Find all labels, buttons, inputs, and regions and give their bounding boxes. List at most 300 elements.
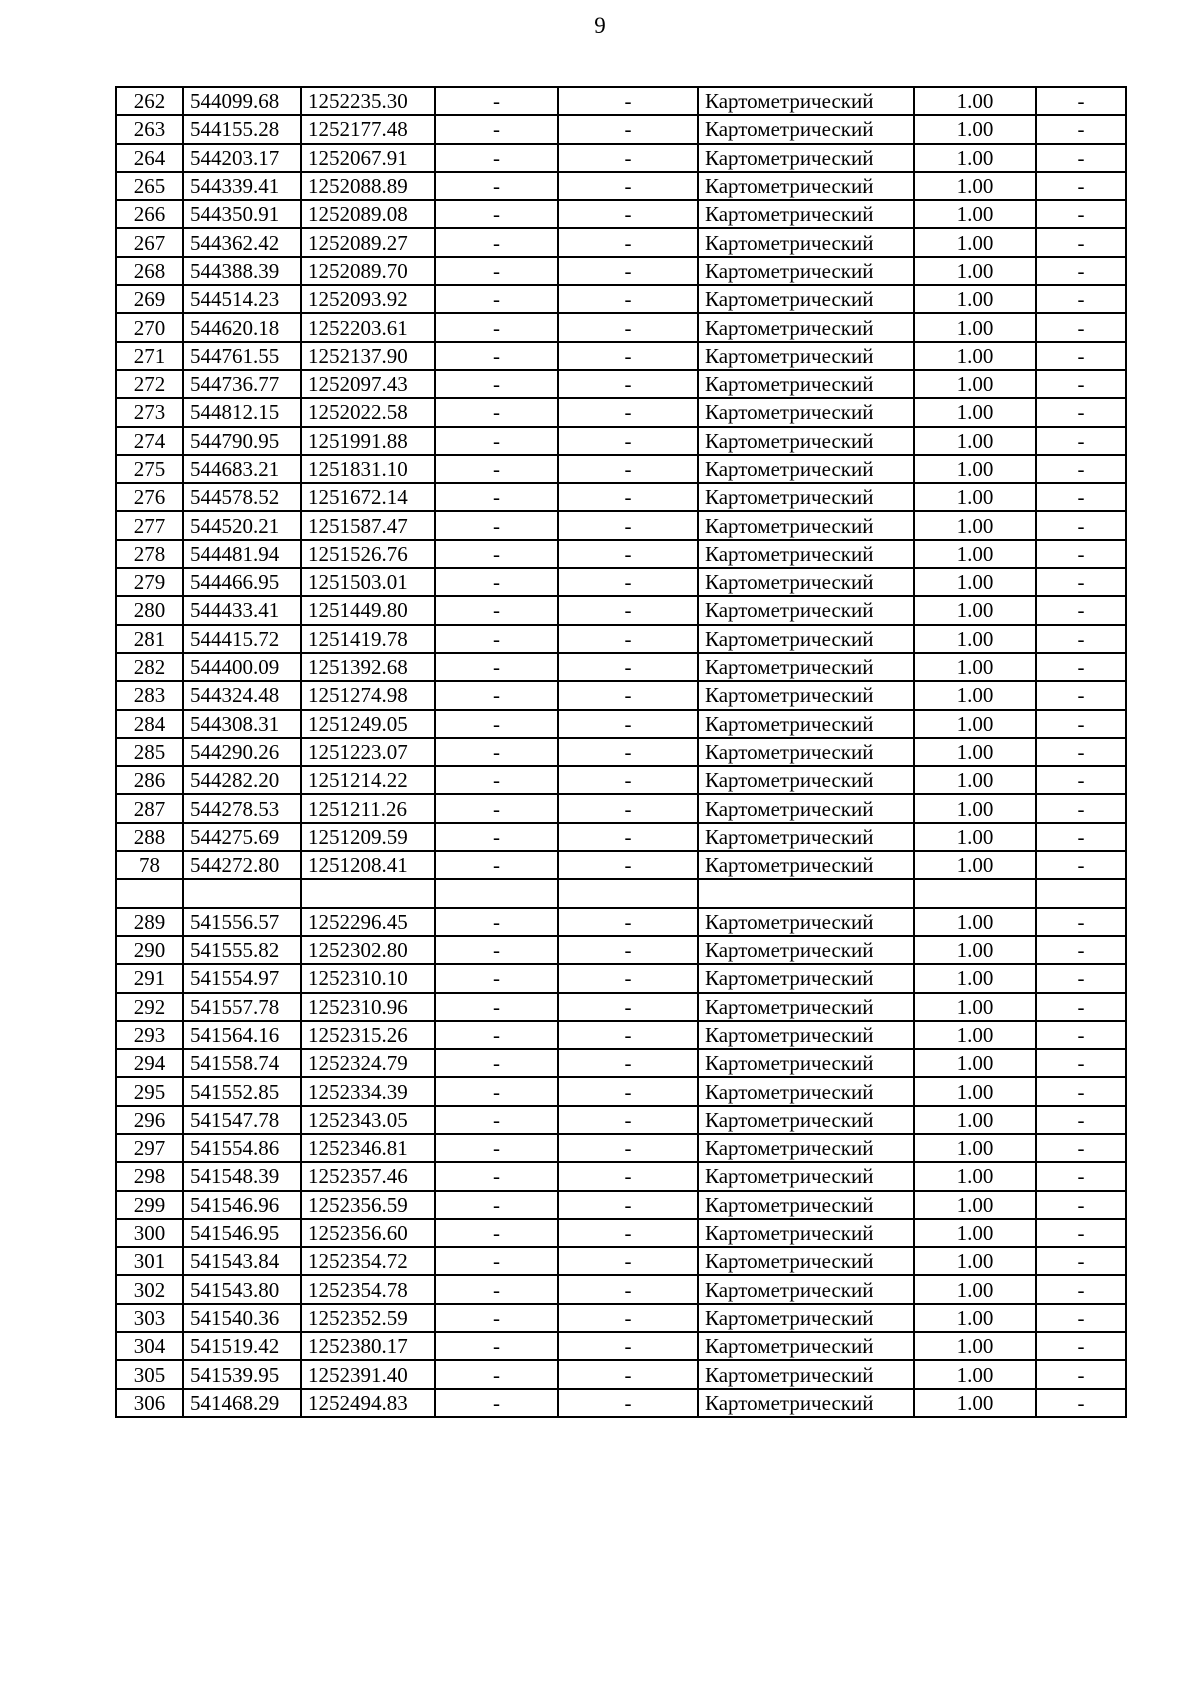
method-cell: Картометрический xyxy=(698,851,914,879)
table-row xyxy=(116,455,1126,483)
page-number: 9 xyxy=(594,13,606,38)
point-number-cell: 284 xyxy=(116,710,183,738)
point-number-cell: 305 xyxy=(116,1360,183,1388)
dash-cell: - xyxy=(1036,908,1126,936)
accuracy-cell: 1.00 xyxy=(914,908,1036,936)
table-row xyxy=(116,1106,1126,1134)
point-number-cell: 279 xyxy=(116,568,183,596)
accuracy-cell: 1.00 xyxy=(914,313,1036,341)
accuracy-cell: 1.00 xyxy=(914,200,1036,228)
dash-cell: - xyxy=(558,823,698,851)
accuracy-cell: 1.00 xyxy=(914,993,1036,1021)
y-coordinate-cell: 1251249.05 xyxy=(301,710,435,738)
table-row xyxy=(116,257,1126,285)
dash-cell xyxy=(558,879,698,907)
dash-cell: - xyxy=(558,1049,698,1077)
point-number-cell: 301 xyxy=(116,1247,183,1275)
dash-cell: - xyxy=(558,964,698,992)
table-row xyxy=(116,87,1126,115)
y-coordinate-cell: 1252203.61 xyxy=(301,313,435,341)
dash-cell: - xyxy=(558,794,698,822)
accuracy-cell: 1.00 xyxy=(914,1077,1036,1105)
method-cell: Картометрический xyxy=(698,1049,914,1077)
dash-cell: - xyxy=(558,596,698,624)
dash-cell: - xyxy=(558,653,698,681)
accuracy-cell: 1.00 xyxy=(914,738,1036,766)
table-row xyxy=(116,1021,1126,1049)
dash-cell: - xyxy=(435,625,558,653)
dash-cell: - xyxy=(1036,1021,1126,1049)
dash-cell: - xyxy=(435,200,558,228)
dash-cell: - xyxy=(1036,1191,1126,1219)
accuracy-cell: 1.00 xyxy=(914,172,1036,200)
method-cell: Картометрический xyxy=(698,766,914,794)
dash-cell: - xyxy=(558,766,698,794)
x-coordinate-cell: 544350.91 xyxy=(183,200,301,228)
x-coordinate-cell: 541554.86 xyxy=(183,1134,301,1162)
accuracy-cell: 1.00 xyxy=(914,823,1036,851)
point-number-cell: 271 xyxy=(116,342,183,370)
accuracy-cell: 1.00 xyxy=(914,1219,1036,1247)
x-coordinate-cell: 544578.52 xyxy=(183,483,301,511)
dash-cell: - xyxy=(435,1304,558,1332)
dash-cell: - xyxy=(558,738,698,766)
method-cell: Картометрический xyxy=(698,568,914,596)
dash-cell: - xyxy=(435,1219,558,1247)
dash-cell: - xyxy=(1036,87,1126,115)
dash-cell: - xyxy=(1036,1049,1126,1077)
accuracy-cell: 1.00 xyxy=(914,483,1036,511)
method-cell: Картометрический xyxy=(698,200,914,228)
method-cell: Картометрический xyxy=(698,1275,914,1303)
dash-cell: - xyxy=(435,398,558,426)
dash-cell: - xyxy=(558,540,698,568)
dash-cell: - xyxy=(1036,455,1126,483)
method-cell: Картометрический xyxy=(698,936,914,964)
y-coordinate-cell: 1251503.01 xyxy=(301,568,435,596)
method-cell: Картометрический xyxy=(698,144,914,172)
method-cell: Картометрический xyxy=(698,370,914,398)
dash-cell: - xyxy=(558,398,698,426)
dash-cell: - xyxy=(558,483,698,511)
dash-cell: - xyxy=(1036,115,1126,143)
point-number-cell: 266 xyxy=(116,200,183,228)
accuracy-cell: 1.00 xyxy=(914,1191,1036,1219)
dash-cell: - xyxy=(558,200,698,228)
dash-cell: - xyxy=(1036,342,1126,370)
y-coordinate-cell: 1252089.08 xyxy=(301,200,435,228)
y-coordinate-cell: 1252067.91 xyxy=(301,144,435,172)
point-number-cell: 295 xyxy=(116,1077,183,1105)
method-cell: Картометрический xyxy=(698,285,914,313)
dash-cell: - xyxy=(1036,200,1126,228)
method-cell: Картометрический xyxy=(698,1106,914,1134)
y-coordinate-cell: 1252097.43 xyxy=(301,370,435,398)
table-row xyxy=(116,993,1126,1021)
x-coordinate-cell: 541539.95 xyxy=(183,1360,301,1388)
x-coordinate-cell: 544481.94 xyxy=(183,540,301,568)
table-row xyxy=(116,1162,1126,1190)
x-coordinate-cell: 544272.80 xyxy=(183,851,301,879)
method-cell: Картометрический xyxy=(698,172,914,200)
dash-cell: - xyxy=(558,1304,698,1332)
dash-cell: - xyxy=(558,228,698,256)
method-cell: Картометрический xyxy=(698,87,914,115)
accuracy-cell: 1.00 xyxy=(914,766,1036,794)
point-number-cell: 285 xyxy=(116,738,183,766)
dash-cell: - xyxy=(1036,568,1126,596)
x-coordinate-cell: 541564.16 xyxy=(183,1021,301,1049)
method-cell: Картометрический xyxy=(698,1219,914,1247)
dash-cell: - xyxy=(435,228,558,256)
dash-cell: - xyxy=(1036,370,1126,398)
x-coordinate-cell: 544339.41 xyxy=(183,172,301,200)
dash-cell: - xyxy=(435,370,558,398)
y-coordinate-cell: 1252391.40 xyxy=(301,1360,435,1388)
method-cell: Картометрический xyxy=(698,653,914,681)
dash-cell: - xyxy=(1036,540,1126,568)
table-row xyxy=(116,285,1126,313)
method-cell: Картометрический xyxy=(698,1360,914,1388)
x-coordinate-cell: 541557.78 xyxy=(183,993,301,1021)
table-row xyxy=(116,1247,1126,1275)
x-coordinate-cell: 544282.20 xyxy=(183,766,301,794)
dash-cell: - xyxy=(1036,1360,1126,1388)
accuracy-cell: 1.00 xyxy=(914,1304,1036,1332)
point-number-cell: 277 xyxy=(116,511,183,539)
point-number-cell: 286 xyxy=(116,766,183,794)
table-row xyxy=(116,1304,1126,1332)
dash-cell: - xyxy=(435,313,558,341)
method-cell: Картометрический xyxy=(698,1389,914,1417)
point-number-cell: 269 xyxy=(116,285,183,313)
table-row xyxy=(116,115,1126,143)
x-coordinate-cell: 544362.42 xyxy=(183,228,301,256)
accuracy-cell: 1.00 xyxy=(914,936,1036,964)
dash-cell: - xyxy=(558,851,698,879)
dash-cell: - xyxy=(558,1106,698,1134)
dash-cell: - xyxy=(1036,228,1126,256)
x-coordinate-cell: 544324.48 xyxy=(183,681,301,709)
table-row xyxy=(116,1134,1126,1162)
x-coordinate-cell: 541554.97 xyxy=(183,964,301,992)
y-coordinate-cell: 1252354.72 xyxy=(301,1247,435,1275)
dash-cell: - xyxy=(435,1021,558,1049)
dash-cell: - xyxy=(558,681,698,709)
point-number-cell: 288 xyxy=(116,823,183,851)
y-coordinate-cell: 1252380.17 xyxy=(301,1332,435,1360)
table-row xyxy=(116,653,1126,681)
point-number-cell: 283 xyxy=(116,681,183,709)
x-coordinate-cell: 544155.28 xyxy=(183,115,301,143)
dash-cell: - xyxy=(435,172,558,200)
dash-cell: - xyxy=(558,370,698,398)
point-number-cell: 280 xyxy=(116,596,183,624)
dash-cell: - xyxy=(1036,483,1126,511)
dash-cell: - xyxy=(558,172,698,200)
dash-cell: - xyxy=(1036,596,1126,624)
y-coordinate-cell: 1251419.78 xyxy=(301,625,435,653)
dash-cell: - xyxy=(558,1134,698,1162)
dash-cell: - xyxy=(435,710,558,738)
x-coordinate-cell: 544415.72 xyxy=(183,625,301,653)
x-coordinate-cell: 541543.80 xyxy=(183,1275,301,1303)
y-coordinate-cell: 1252315.26 xyxy=(301,1021,435,1049)
dash-cell: - xyxy=(435,1360,558,1388)
dash-cell: - xyxy=(1036,511,1126,539)
x-coordinate-cell: 544736.77 xyxy=(183,370,301,398)
method-cell: Картометрический xyxy=(698,794,914,822)
x-coordinate-cell: 541540.36 xyxy=(183,1304,301,1332)
y-coordinate-cell: 1252088.89 xyxy=(301,172,435,200)
dash-cell: - xyxy=(1036,766,1126,794)
accuracy-cell: 1.00 xyxy=(914,87,1036,115)
x-coordinate-cell: 541548.39 xyxy=(183,1162,301,1190)
x-coordinate-cell: 541468.29 xyxy=(183,1389,301,1417)
method-cell: Картометрический xyxy=(698,115,914,143)
accuracy-cell: 1.00 xyxy=(914,964,1036,992)
method-cell: Картометрический xyxy=(698,511,914,539)
method-cell: Картометрический xyxy=(698,823,914,851)
x-coordinate-cell: 544203.17 xyxy=(183,144,301,172)
y-coordinate-cell: 1252089.70 xyxy=(301,257,435,285)
dash-cell: - xyxy=(1036,1106,1126,1134)
dash-cell: - xyxy=(435,964,558,992)
dash-cell: - xyxy=(435,115,558,143)
method-cell: Картометрический xyxy=(698,1247,914,1275)
x-coordinate-cell: 544290.26 xyxy=(183,738,301,766)
dash-cell: - xyxy=(1036,681,1126,709)
y-coordinate-cell: 1252296.45 xyxy=(301,908,435,936)
dash-cell: - xyxy=(558,908,698,936)
method-cell: Картометрический xyxy=(698,1134,914,1162)
accuracy-cell: 1.00 xyxy=(914,1247,1036,1275)
coordinates-table-body xyxy=(116,87,1126,1417)
method-cell: Картометрический xyxy=(698,540,914,568)
dash-cell: - xyxy=(1036,1304,1126,1332)
accuracy-cell: 1.00 xyxy=(914,851,1036,879)
dash-cell: - xyxy=(435,1077,558,1105)
table-row xyxy=(116,172,1126,200)
method-cell: Картометрический xyxy=(698,710,914,738)
point-number-cell: 276 xyxy=(116,483,183,511)
point-number-cell: 281 xyxy=(116,625,183,653)
y-coordinate-cell: 1251831.10 xyxy=(301,455,435,483)
method-cell: Картометрический xyxy=(698,964,914,992)
x-coordinate-cell: 544278.53 xyxy=(183,794,301,822)
method-cell: Картометрический xyxy=(698,625,914,653)
dash-cell: - xyxy=(435,851,558,879)
table-row xyxy=(116,823,1126,851)
table-row xyxy=(116,200,1126,228)
method-cell: Картометрический xyxy=(698,1162,914,1190)
table-row xyxy=(116,1332,1126,1360)
point-number-cell: 287 xyxy=(116,794,183,822)
method-cell: Картометрический xyxy=(698,1021,914,1049)
y-coordinate-cell: 1252324.79 xyxy=(301,1049,435,1077)
dash-cell: - xyxy=(1036,1219,1126,1247)
accuracy-cell: 1.00 xyxy=(914,1106,1036,1134)
method-cell: Картометрический xyxy=(698,908,914,936)
table-row xyxy=(116,879,1126,907)
point-number-cell: 270 xyxy=(116,313,183,341)
point-number-cell: 299 xyxy=(116,1191,183,1219)
dash-cell: - xyxy=(558,568,698,596)
y-coordinate-cell: 1251449.80 xyxy=(301,596,435,624)
x-coordinate-cell: 544308.31 xyxy=(183,710,301,738)
accuracy-cell: 1.00 xyxy=(914,1021,1036,1049)
y-coordinate-cell xyxy=(301,879,435,907)
dash-cell: - xyxy=(435,427,558,455)
method-cell: Картометрический xyxy=(698,993,914,1021)
method-cell xyxy=(698,879,914,907)
table-row xyxy=(116,738,1126,766)
dash-cell: - xyxy=(1036,738,1126,766)
dash-cell: - xyxy=(558,87,698,115)
accuracy-cell: 1.00 xyxy=(914,455,1036,483)
dash-cell: - xyxy=(1036,1275,1126,1303)
dash-cell: - xyxy=(1036,653,1126,681)
dash-cell: - xyxy=(435,766,558,794)
y-coordinate-cell: 1252302.80 xyxy=(301,936,435,964)
dash-cell: - xyxy=(558,342,698,370)
point-number-cell: 289 xyxy=(116,908,183,936)
method-cell: Картометрический xyxy=(698,681,914,709)
dash-cell: - xyxy=(1036,794,1126,822)
point-number-cell: 268 xyxy=(116,257,183,285)
y-coordinate-cell: 1252022.58 xyxy=(301,398,435,426)
table-row xyxy=(116,483,1126,511)
table-row xyxy=(116,1389,1126,1417)
method-cell: Картометрический xyxy=(698,1332,914,1360)
dash-cell: - xyxy=(1036,1077,1126,1105)
accuracy-cell: 1.00 xyxy=(914,257,1036,285)
dash-cell: - xyxy=(435,87,558,115)
point-number-cell: 265 xyxy=(116,172,183,200)
dash-cell: - xyxy=(435,455,558,483)
method-cell: Картометрический xyxy=(698,342,914,370)
y-coordinate-cell: 1251392.68 xyxy=(301,653,435,681)
dash-cell: - xyxy=(558,936,698,964)
accuracy-cell: 1.00 xyxy=(914,1134,1036,1162)
point-number-cell: 300 xyxy=(116,1219,183,1247)
x-coordinate-cell: 544620.18 xyxy=(183,313,301,341)
point-number-cell: 273 xyxy=(116,398,183,426)
dash-cell: - xyxy=(1036,1389,1126,1417)
point-number-cell: 306 xyxy=(116,1389,183,1417)
x-coordinate-cell: 544790.95 xyxy=(183,427,301,455)
table-row xyxy=(116,851,1126,879)
point-number-cell: 304 xyxy=(116,1332,183,1360)
y-coordinate-cell: 1251223.07 xyxy=(301,738,435,766)
dash-cell xyxy=(1036,879,1126,907)
dash-cell: - xyxy=(1036,1134,1126,1162)
table-row xyxy=(116,1275,1126,1303)
dash-cell xyxy=(435,879,558,907)
point-number-cell: 262 xyxy=(116,87,183,115)
dash-cell: - xyxy=(1036,936,1126,964)
y-coordinate-cell: 1252089.27 xyxy=(301,228,435,256)
dash-cell: - xyxy=(435,483,558,511)
table-row xyxy=(116,1219,1126,1247)
point-number-cell: 78 xyxy=(116,851,183,879)
y-coordinate-cell: 1252310.96 xyxy=(301,993,435,1021)
method-cell: Картометрический xyxy=(698,1191,914,1219)
dash-cell: - xyxy=(435,568,558,596)
accuracy-cell: 1.00 xyxy=(914,427,1036,455)
dash-cell: - xyxy=(558,455,698,483)
dash-cell: - xyxy=(1036,257,1126,285)
dash-cell: - xyxy=(435,1106,558,1134)
dash-cell: - xyxy=(435,823,558,851)
x-coordinate-cell: 544388.39 xyxy=(183,257,301,285)
y-coordinate-cell: 1251526.76 xyxy=(301,540,435,568)
method-cell: Картометрический xyxy=(698,427,914,455)
table-row xyxy=(116,144,1126,172)
dash-cell: - xyxy=(1036,144,1126,172)
accuracy-cell: 1.00 xyxy=(914,398,1036,426)
table-row xyxy=(116,766,1126,794)
dash-cell: - xyxy=(558,1077,698,1105)
y-coordinate-cell: 1251209.59 xyxy=(301,823,435,851)
point-number-cell: 292 xyxy=(116,993,183,1021)
method-cell: Картометрический xyxy=(698,313,914,341)
dash-cell: - xyxy=(558,993,698,1021)
dash-cell: - xyxy=(435,993,558,1021)
table-row xyxy=(116,511,1126,539)
dash-cell: - xyxy=(558,511,698,539)
y-coordinate-cell: 1252354.78 xyxy=(301,1275,435,1303)
method-cell: Картометрический xyxy=(698,455,914,483)
table-row xyxy=(116,1049,1126,1077)
dash-cell: - xyxy=(1036,993,1126,1021)
dash-cell: - xyxy=(1036,625,1126,653)
dash-cell: - xyxy=(558,257,698,285)
table-row xyxy=(116,1191,1126,1219)
y-coordinate-cell: 1251211.26 xyxy=(301,794,435,822)
x-coordinate-cell: 544761.55 xyxy=(183,342,301,370)
x-coordinate-cell: 544466.95 xyxy=(183,568,301,596)
point-number-cell: 297 xyxy=(116,1134,183,1162)
y-coordinate-cell: 1251214.22 xyxy=(301,766,435,794)
x-coordinate-cell: 544433.41 xyxy=(183,596,301,624)
dash-cell: - xyxy=(558,144,698,172)
method-cell: Картометрический xyxy=(698,1077,914,1105)
x-coordinate-cell: 544514.23 xyxy=(183,285,301,313)
accuracy-cell: 1.00 xyxy=(914,285,1036,313)
accuracy-cell: 1.00 xyxy=(914,1275,1036,1303)
dash-cell: - xyxy=(435,596,558,624)
dash-cell: - xyxy=(558,1162,698,1190)
y-coordinate-cell: 1251274.98 xyxy=(301,681,435,709)
accuracy-cell: 1.00 xyxy=(914,681,1036,709)
table-row xyxy=(116,681,1126,709)
dash-cell: - xyxy=(558,1021,698,1049)
dash-cell: - xyxy=(1036,823,1126,851)
method-cell: Картометрический xyxy=(698,398,914,426)
point-number-cell: 296 xyxy=(116,1106,183,1134)
y-coordinate-cell: 1252343.05 xyxy=(301,1106,435,1134)
dash-cell: - xyxy=(558,285,698,313)
x-coordinate-cell: 541546.95 xyxy=(183,1219,301,1247)
dash-cell: - xyxy=(1036,285,1126,313)
point-number-cell: 272 xyxy=(116,370,183,398)
point-number-cell: 274 xyxy=(116,427,183,455)
accuracy-cell: 1.00 xyxy=(914,710,1036,738)
dash-cell: - xyxy=(435,653,558,681)
accuracy-cell: 1.00 xyxy=(914,370,1036,398)
method-cell: Картометрический xyxy=(698,257,914,285)
